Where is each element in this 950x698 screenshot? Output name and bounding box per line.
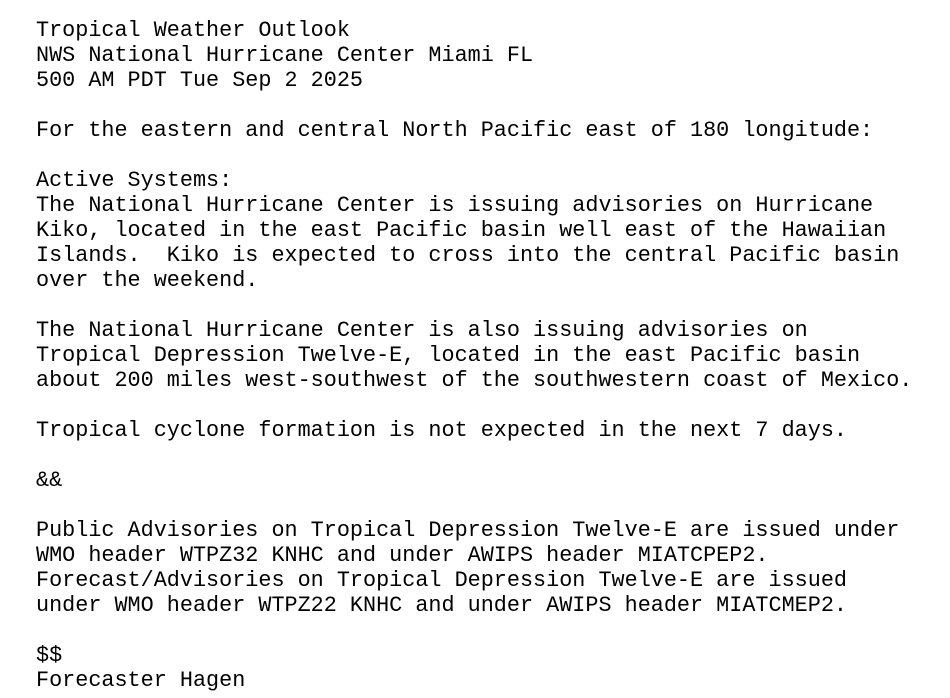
scope-line: For the eastern and central North Pacific east of 180 longitude: <box>36 118 874 143</box>
td-twelve-e-paragraph-line: Tropical Depression Twelve-E, located in the east Pacific basin <box>36 343 861 368</box>
advisory-info-line: Forecast/Advisories on Tropical Depression Twelve-E are issued <box>36 568 847 593</box>
document-title: Tropical Weather Outlook <box>36 18 350 43</box>
issuing-office: NWS National Hurricane Center Miami FL <box>36 43 534 68</box>
blank-line <box>36 143 950 168</box>
td-twelve-e-paragraph-line: about 200 miles west-southwest of the southwestern coast of Mexico. <box>36 368 913 393</box>
issue-time: 500 AM PDT Tue Sep 2 2025 <box>36 68 364 93</box>
kiko-paragraph-line: The National Hurricane Center is issuing advisories on Hurricane <box>36 193 874 218</box>
advisory-info-line: Public Advisories on Tropical Depression Twelve-E are issued under <box>36 518 900 543</box>
blank-line <box>36 493 950 518</box>
blank-line <box>36 93 950 118</box>
kiko-paragraph-line: Islands. Kiko is expected to cross into the central Pacific basin <box>36 243 900 268</box>
blank-line <box>36 618 950 643</box>
forecaster-signature: Forecaster Hagen <box>36 668 246 693</box>
kiko-paragraph-line: Kiko, located in the east Pacific basin well east of the Hawaiian <box>36 218 887 243</box>
td-twelve-e-paragraph-line: The National Hurricane Center is also issuing advisories on <box>36 318 808 343</box>
outlook-document <box>36 18 950 698</box>
blank-line <box>36 293 950 318</box>
blank-line <box>36 393 950 418</box>
advisory-info-line: under WMO header WTPZ22 KNHC and under AWIPS header MIATCMEP2. <box>36 593 847 618</box>
blank-line <box>36 443 950 468</box>
advisory-info-line: WMO header WTPZ32 KNHC and under AWIPS header MIATCPEP2. <box>36 543 769 568</box>
section-separator: && <box>36 468 63 493</box>
end-marker: $$ <box>36 643 63 668</box>
active-systems-heading: Active Systems: <box>36 168 233 193</box>
formation-statement: Tropical cyclone formation is not expected in the next 7 days. <box>36 418 847 443</box>
kiko-paragraph-line: over the weekend. <box>36 268 259 293</box>
